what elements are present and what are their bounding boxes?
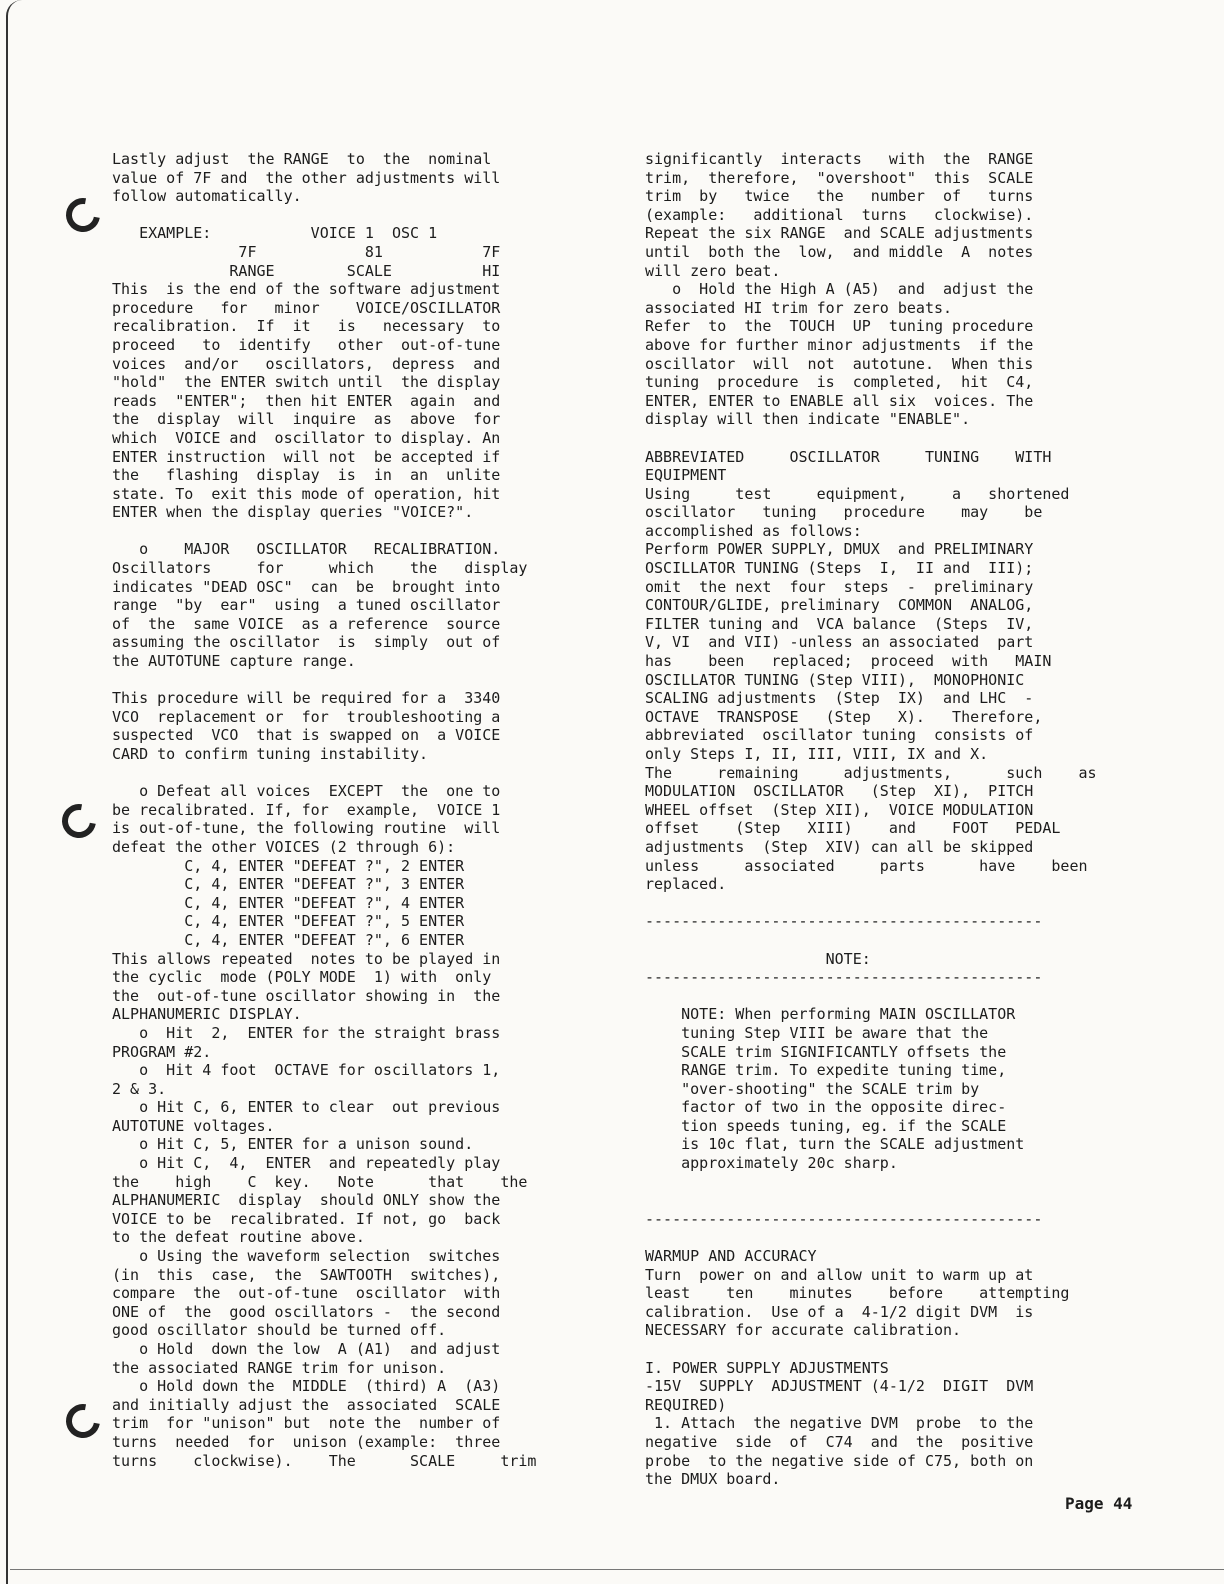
text-line: SCALING adjustments (Step IX) and LHC - [645,689,1034,708]
text-line: FILTER tuning and VCA balance (Steps IV, [645,614,1034,633]
text-line: EXAMPLE: VOICE 1 OSC 1 [112,224,438,243]
text-line: tion speeds tuning, eg. if the SCALE [645,1116,1007,1135]
text-line: Turn power on and allow unit to warm up at [645,1265,1034,1284]
text-line: WHEEL offset (Step XII), VOICE MODULATION [645,800,1034,819]
binder-hole-icon [59,1397,106,1444]
text-line [645,931,1113,950]
text-line: of the same VOICE as a reference source [112,614,501,633]
text-line: state. To exit this mode of operation, hit [112,484,501,503]
text-line: offset (Step XIII) and FOOT PEDAL [645,819,1061,838]
text-line [112,764,586,783]
text-line: NOTE: When performing MAIN OSCILLATOR [645,1005,1016,1024]
text-line: o Using the waveform selection switches [112,1247,501,1266]
text-line: indicates "DEAD OSC" can be brought into [112,577,501,596]
text-line: NECESSARY for accurate calibration. [645,1321,962,1340]
text-line: o Hit 4 foot OCTAVE for oscillators 1, [112,1061,501,1080]
text-line: MODULATION OSCILLATOR (Step XI), PITCH [645,782,1034,801]
text-line: is 10c flat, turn the SCALE adjustment [645,1135,1025,1154]
text-line: REQUIRED) [645,1395,727,1414]
text-line: ONE of the good oscillators - the second [112,1302,501,1321]
text-line: procedure for minor VOICE/OSCILLATOR [112,298,501,317]
text-line [645,429,1113,448]
text-line: which VOICE and oscillator to display. An [112,428,501,447]
text-line: range "by ear" using a tuned oscillator [112,596,501,615]
text-line: reads "ENTER"; then hit ENTER again and [112,391,501,410]
text-line: accomplished as follows: [645,521,862,540]
text-line: trim for "unison" but note the number of [112,1414,501,1433]
text-line: ALPHANUMERIC display should ONLY show the [112,1191,501,1210]
text-line: voices and/or oscillators, depress and [112,354,501,373]
text-line: This procedure will be required for a 3340 [112,689,501,708]
text-line: to the defeat routine above. [112,1228,365,1247]
text-line: abbreviated oscillator tuning consists of [645,726,1034,745]
text-line: the display will inquire as above for [112,410,501,429]
text-line: EQUIPMENT [645,466,727,485]
text-line: 7F 81 7F [112,242,501,261]
text-line: NOTE: [645,949,871,968]
text-line: Using test equipment, a shortened [645,484,1070,503]
text-line: value of 7F and the other adjustments will [112,168,501,187]
text-line: calibration. Use of a 4-1/2 digit DVM is [645,1302,1034,1321]
text-line: OCTAVE TRANSPOSE (Step X). Therefore, [645,707,1043,726]
text-line: "over-shooting" the SCALE trim by [645,1079,980,1098]
text-line: C, 4, ENTER "DEFEAT ?", 5 ENTER [112,912,465,931]
text-line: OSCILLATOR TUNING (Step VIII), MONOPHONIC [645,670,1025,689]
text-line: probe to the negative side of C75, both on [645,1451,1034,1470]
text-line: omit the next four steps - preliminary [645,577,1034,596]
text-line: the out-of-tune oscillator showing in the [112,986,501,1005]
text-line: replaced. [645,875,727,894]
text-line: ALPHANUMERIC DISPLAY. [112,1005,302,1024]
text-line: o Hit C, 6, ENTER to clear out previous [112,1098,501,1117]
text-line [645,894,1113,913]
page-number: Page 44 [1065,1494,1133,1513]
text-line: This is the end of the software adjustment [112,280,501,299]
text-line: PROGRAM #2. [112,1042,212,1061]
text-line: recalibration. If it is necessary to [112,317,501,336]
text-line: trim by twice the number of turns [645,187,1034,206]
text-line: o Hit C, 4, ENTER and repeatedly play [112,1154,501,1173]
text-line: C, 4, ENTER "DEFEAT ?", 3 ENTER [112,875,465,894]
text-line: adjustments (Step XIV) can all be skipped [645,837,1034,856]
text-line: o Defeat all voices EXCEPT the one to [112,782,501,801]
text-line: only Steps I, II, III, VIII, IX and X. [645,745,989,763]
text-line: CARD to confirm tuning instability. [112,745,429,763]
text-line: I. POWER SUPPLY ADJUSTMENTS [645,1358,889,1377]
text-line: Lastly adjust the RANGE to the nominal [112,150,492,168]
text-line: -------------------------------------------- [645,1209,1043,1228]
text-line: RANGE SCALE HI [112,261,501,280]
text-line [112,206,586,225]
text-line: C, 4, ENTER "DEFEAT ?", 6 ENTER [112,930,465,949]
text-line: ENTER instruction will not be accepted if [112,447,501,466]
page-bottom-edge [10,1569,1224,1570]
text-line: oscillator will not autotune. When this [645,354,1034,373]
text-line: the cyclic mode (POLY MODE 1) with only [112,968,492,987]
text-line: tuning procedure is completed, hit C4, [645,373,1034,392]
text-line [645,1228,1113,1247]
text-line: VOICE to be recalibrated. If not, go back [112,1209,501,1228]
text-line: Oscillators for which the display [112,559,528,578]
text-line: defeat the other VOICES (2 through 6): [112,837,456,856]
text-line: VCO replacement or for troubleshooting a [112,707,501,726]
binder-hole-icon [59,191,106,238]
text-line: and initially adjust the associated SCALE [112,1395,501,1414]
text-line [112,522,586,541]
text-line: is out-of-tune, the following routine will [112,819,501,838]
text-line: o Hit C, 5, ENTER for a unison sound. [112,1135,474,1154]
text-line: be recalibrated. If, for example, VOICE 1 [112,800,501,819]
text-line: unless associated parts have been [645,856,1088,875]
text-line: associated HI trim for zero beats. [645,298,953,317]
text-line: significantly interacts with the RANGE [645,150,1034,168]
text-line: This allows repeated notes to be played in [112,949,501,968]
text-line: -------------------------------------------- [645,912,1043,931]
text-line: suspected VCO that is swapped on a VOICE [112,726,501,745]
text-line: -------------------------------------------- [645,968,1043,987]
text-line [645,1173,1113,1192]
text-line: WARMUP AND ACCURACY [645,1247,817,1266]
text-line: o Hold down the MIDDLE (third) A (A3) [112,1377,501,1396]
text-line: C, 4, ENTER "DEFEAT ?", 2 ENTER [112,856,465,875]
text-line: Repeat the six RANGE and SCALE adjustments [645,224,1034,243]
text-line: compare the out-of-tune oscillator with [112,1284,501,1303]
text-line: ENTER, ENTER to ENABLE all six voices. The [645,391,1034,410]
text-line: approximately 20c sharp. [645,1154,898,1173]
text-line: CONTOUR/GLIDE, preliminary COMMON ANALOG, [645,596,1034,615]
text-line: proceed to identify other out-of-tune [112,335,501,354]
text-line: assuming the oscillator is simply out of [112,633,501,652]
text-line: until both the low, and middle A notes [645,242,1034,261]
text-line: C, 4, ENTER "DEFEAT ?", 4 ENTER [112,893,465,912]
page-edge [6,0,22,1584]
text-line: turns clockwise). The SCALE trim [112,1451,537,1470]
text-line: follow automatically. [112,187,302,206]
text-line: display will then indicate "ENABLE". [645,410,971,429]
text-line: SCALE trim SIGNIFICANTLY offsets the [645,1042,1007,1061]
text-line: the flashing display is in an unlite [112,466,501,485]
text-line: 1. Attach the negative DVM probe to the [645,1414,1034,1433]
text-line: o Hold the High A (A5) and adjust the [645,280,1034,299]
text-line: factor of two in the opposite direc- [645,1098,1007,1117]
binder-hole-icon [55,797,102,844]
text-line: oscillator tuning procedure may be [645,503,1043,522]
text-line: has been replaced; proceed with MAIN [645,652,1052,671]
text-line: the associated RANGE trim for unison. [112,1358,447,1377]
text-line: good oscillator should be turned off. [112,1321,447,1340]
text-line: The remaining adjustments, such as [645,763,1097,782]
text-line: Refer to the TOUCH UP tuning procedure [645,317,1034,336]
text-line: ABBREVIATED OSCILLATOR TUNING WITH [645,447,1052,466]
text-line: the DMUX board. [645,1470,781,1489]
text-line [645,987,1113,1006]
text-line: will zero beat. [645,261,781,280]
text-line: tuning Step VIII be aware that the [645,1023,989,1042]
text-line: Perform POWER SUPPLY, DMUX and PRELIMINARY [645,540,1034,559]
text-line: o MAJOR OSCILLATOR RECALIBRATION. [112,540,501,559]
text-line: OSCILLATOR TUNING (Steps I, II and III); [645,559,1034,578]
left-text-column [112,150,586,1470]
text-line: (in this case, the SAWTOOTH switches), [112,1265,501,1284]
text-line: the AUTOTUNE capture range. [112,652,356,671]
text-line: o Hit 2, ENTER for the straight brass [112,1023,501,1042]
right-text-column [645,150,1113,1489]
text-line [645,1340,1113,1359]
text-line: least ten minutes before attempting [645,1284,1070,1303]
text-line: V, VI and VII) -unless an associated part [645,633,1034,652]
text-line: -15V SUPPLY ADJUSTMENT (4-1/2 DIGIT DVM [645,1377,1034,1396]
text-line [112,671,586,690]
text-line: negative side of C74 and the positive [645,1432,1034,1451]
text-line [645,1191,1113,1210]
text-line: turns needed for unison (example: three [112,1432,501,1451]
text-line: above for further minor adjustments if the [645,335,1034,354]
text-line: trim, therefore, "overshoot" this SCALE [645,168,1034,187]
text-line: "hold" the ENTER switch until the display [112,373,501,392]
text-line: 2 & 3. [112,1079,167,1098]
text-line: (example: additional turns clockwise). [645,205,1034,224]
text-line: ENTER when the display queries "VOICE?". [112,503,474,522]
text-line: AUTOTUNE voltages. [112,1116,275,1135]
text-line: the high C key. Note that the [112,1172,528,1191]
text-line: o Hold down the low A (A1) and adjust [112,1340,501,1358]
text-line: RANGE trim. To expedite tuning time, [645,1061,1007,1080]
